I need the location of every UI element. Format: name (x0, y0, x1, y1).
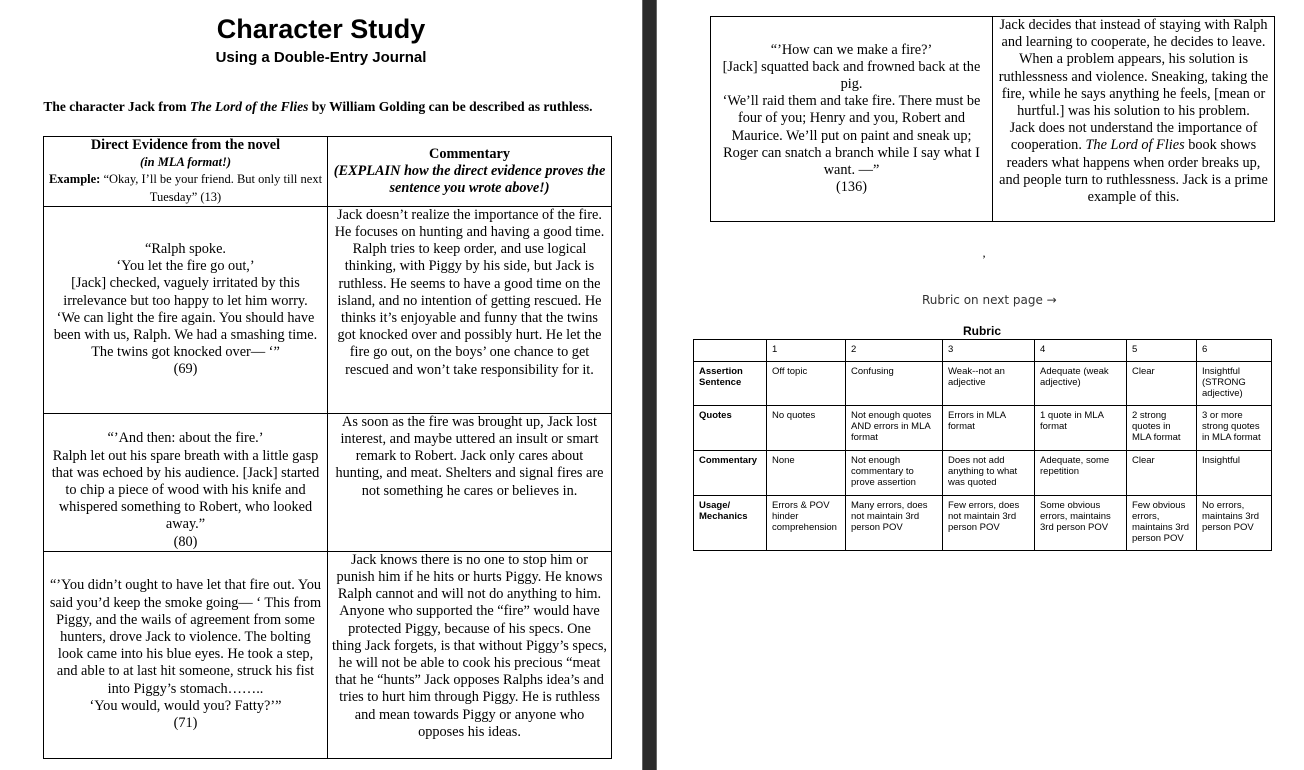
score-header: 1 (767, 340, 846, 362)
rubric-cell: Clear (1127, 451, 1197, 496)
rubric-cell: Errors & POV hinder comprehension (767, 496, 846, 551)
rubric-table (693, 339, 1272, 551)
rubric-cell: No errors, maintains 3rd person POV (1197, 496, 1272, 551)
page-title: Character Study (216, 14, 426, 44)
commentary-paragraph: Jack decides that instead of staying with Ralph and learning to cooperate, he decides to leave. When a problem appears, his solution is ruthlessness and violence. Sneaking, taking the fire, while he says anything he feels, [mean or hurtful.] was his solution to his problem. (998, 17, 1269, 120)
commentary-paragraph-2: Jack does not understand the importance of cooperation. (1009, 120, 1258, 154)
rubric-cell: Not enough commentary to prove assertion (846, 451, 943, 496)
rubric-cell: Confusing (846, 362, 943, 406)
rubric-cell: Does not add anything to what was quoted (943, 451, 1035, 496)
rubric-cell: No quotes (767, 406, 846, 451)
table-header-row (44, 137, 612, 207)
score-header: 4 (1035, 340, 1127, 362)
example-text: “Okay, I’ll be your friend. But only till next Tuesday” (13) (100, 172, 323, 204)
rubric-cell: Some obvious errors, maintains 3rd person POV (1035, 496, 1127, 551)
rubric-title: Rubric (962, 324, 1001, 338)
evidence-cell: “’How can we make a fire?’ [Jack] squatted back and frowned back at the pig. ‘We’ll raid them and take fire. There must be four of you; Henry and you, Robert and Maurice. We’ll put on paint and sneak up; Roger can snatch a branch while I say what I want. —” (136) (711, 17, 993, 222)
rubric-cell: Not enough quotes AND errors in MLA format (846, 406, 943, 451)
rubric-cell: 1 quote in MLA format (1035, 406, 1127, 451)
table-row (44, 551, 612, 758)
rubric-cell: Clear (1127, 362, 1197, 406)
double-entry-journal-table (43, 136, 612, 759)
rubric-cell: Few obvious errors, maintains 3rd person POV (1127, 496, 1197, 551)
commentary-paragraph-2-end: book shows readers what happens when order breaks up, and people turn to ruthlessness. Jack is a prime example of this. (999, 137, 1268, 206)
commentary-cell: Jack knows there is no one to stop him or punish him if he hits or hurts Piggy. He knows Ralph cannot and will not do anything to him. Anyone who supported the “fire” would have protected Piggy, because of his specs. One thing Jack forgets, is that without Piggy’s specs, he will not be able to cook his precious “meat that he “hunts” Jack opposes Ralphs idea’s and tries to hurt him through Piggy. He is ruthless and mean towards Piggy or anyone who opposes his ideas. (328, 551, 612, 758)
commentary-cell (993, 17, 1275, 222)
score-header: 2 (846, 340, 943, 362)
rubric-cell: 2 strong quotes in MLA format (1127, 406, 1197, 451)
book-title: The Lord of the Flies (189, 99, 309, 114)
page-divider (642, 0, 657, 770)
rubric-cell: Few errors, does not maintain 3rd person POV (943, 496, 1035, 551)
table-row (711, 17, 1275, 222)
page-subtitle: Using a Double-Entry Journal (215, 49, 427, 66)
rubric-row (694, 406, 1272, 451)
rubric-cell: Insightful (STRONG adjective) (1197, 362, 1272, 406)
rubric-cell: Off topic (767, 362, 846, 406)
rubric-cell: Insightful (1197, 451, 1272, 496)
evidence-header (44, 137, 328, 207)
prompt-text: The character Jack from (43, 99, 190, 114)
prompt-text-end: by William Golding can be described as ruthless. (308, 99, 593, 114)
commentary-note: (EXPLAIN how the direct evidence proves the sentence you wrote above!) (333, 162, 606, 196)
rubric-cell: Many errors, does not maintain 3rd person POV (846, 496, 943, 551)
rubric-corner (694, 340, 767, 362)
evidence-title: Direct Evidence from the novel (90, 137, 281, 153)
rubric-row-label: Quotes (694, 406, 767, 451)
commentary-cell: Jack doesn’t realize the importance of the fire. He focuses on hunting and having a good time. Ralph tries to keep order, and use logical thinking, with Piggy by his side, but Jack is ruthless. He seems to have a good time on the island, and no intention of getting rescued. He thinks it’s enjoyable and funny that the twins got knocked over and possibly hurt. He let the fire go out, on the boys’ one chance to get rescued and won’t take responsibility for it. (328, 206, 612, 413)
rubric-cell: None (767, 451, 846, 496)
stray-mark: ’ (982, 252, 986, 266)
rubric-cell: Adequate (weak adjective) (1035, 362, 1127, 406)
evidence-cell: “’And then: about the fire.’ Ralph let out his spare breath with a little gasp that was echoed by his audience. [Jack] started to chip a piece of wood with his knife and whispered something to Robert, who looked away.” (80) (44, 413, 328, 551)
evidence-cell: “’You didn’t ought to have let that fire out. You said you’d keep the smoke going— ‘ This from Piggy, and the wails of agreement from some hunters, drove Jack to violence. The bolting look came into his blue eyes. He took a step, and able to at last hit someone, struck his fist into Piggy’s stomach…….. ‘You would, would you? Fatty?’” (71) (44, 551, 328, 758)
commentary-cell: As soon as the fire was brought up, Jack lost interest, and maybe uttered an insult or smart remark to Robert. Jack only cares about hunting, and meat. Shelters and signal fires are not something he cares or believes in. (328, 413, 612, 551)
rubric-row-label: Usage/ Mechanics (694, 496, 767, 551)
rubric-row (694, 496, 1272, 551)
rubric-cell: Errors in MLA format (943, 406, 1035, 451)
evidence-note: (in MLA format!) (140, 155, 231, 170)
commentary-header (328, 137, 612, 207)
rubric-cell: 3 or more strong quotes in MLA format (1197, 406, 1272, 451)
commentary-title: Commentary (429, 145, 510, 162)
book-title: The Lord of Flies (1085, 137, 1185, 154)
rubric-cell: Weak--not an adjective (943, 362, 1035, 406)
left-page (0, 0, 642, 770)
score-header: 5 (1127, 340, 1197, 362)
next-page-note: Rubric on next page → (922, 293, 1057, 307)
evidence-cell: “Ralph spoke. ‘You let the fire go out,’ [Jack] checked, vaguely irritated by this irrelevance but too happy to let him worry. ‘We can light the fire again. You should have been with us, Ralph. We had a smashing time. The twins got knocked over— ‘” (69) (44, 206, 328, 413)
assertion-sentence (0, 99, 636, 115)
score-header: 3 (943, 340, 1035, 362)
journal-continuation-table (710, 16, 1275, 222)
table-row (44, 413, 612, 551)
example-label: Example: (48, 172, 101, 187)
table-row (44, 206, 612, 413)
score-header: 6 (1197, 340, 1272, 362)
rubric-row (694, 451, 1272, 496)
rubric-header-row (694, 340, 1272, 362)
right-page (657, 0, 1304, 770)
rubric-row-label: Commentary (694, 451, 767, 496)
rubric-row (694, 362, 1272, 406)
rubric-cell: Adequate, some repetition (1035, 451, 1127, 496)
rubric-row-label: Assertion Sentence (694, 362, 767, 406)
